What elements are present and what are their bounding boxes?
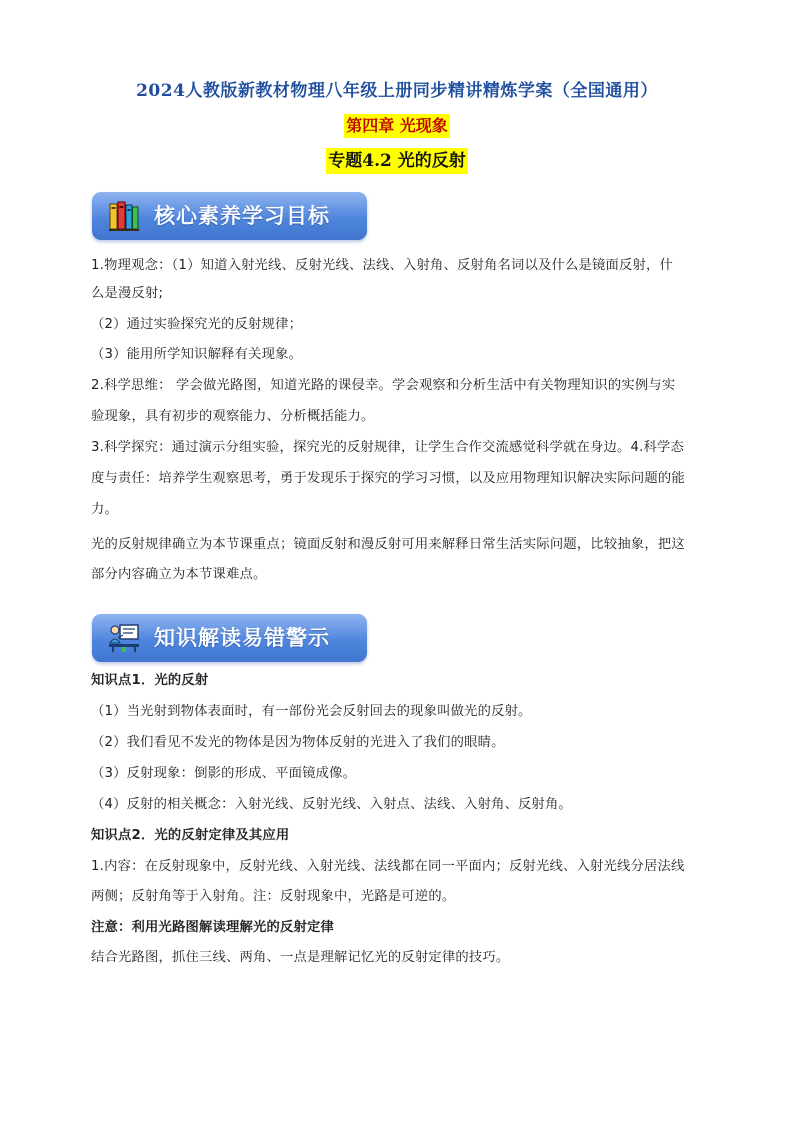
knowledge-line: （2）我们看见不发光的物体是因为物体反射的光进入了我们的眼睛。 xyxy=(91,735,505,750)
books-icon xyxy=(109,201,139,231)
knowledge-line: （3）反射现象：倒影的形成、平面镜成像。 xyxy=(91,766,357,781)
goal-line: 光的反射规律确立为本节课重点；镜面反射和漫反射可用来解释日常生活实际问题，比较抽象，把这 xyxy=(91,537,685,552)
goal-line: 么是漫反射; xyxy=(91,286,164,301)
section-title: 核心素养学习目标 xyxy=(154,204,330,228)
note-heading: 注意：利用光路图解读理解光的反射定律 xyxy=(91,920,334,935)
goal-line: 部分内容确立为本节课难点。 xyxy=(91,567,267,582)
chapter-heading: 第四章 光现象 xyxy=(344,114,450,138)
section-banner-knowledge xyxy=(92,614,367,662)
knowledge-heading: 知识点2．光的反射定律及其应用 xyxy=(91,828,290,843)
goal-line: 度与责任：培养学生观察思考，勇于发现乐于探究的学习习惯，以及应用物理知识解决实际问题的能 xyxy=(91,471,685,486)
knowledge-line: （1）当光射到物体表面时，有一部份光会反射回去的现象叫做光的反射。 xyxy=(91,704,532,719)
goal-line: 验现象，具有初步的观察能力、分析概括能力。 xyxy=(91,409,375,424)
section-banner-learning-goals xyxy=(92,192,367,240)
knowledge-line: 1.内容：在反射现象中，反射光线、入射光线、法线都在同一平面内；反射光线、入射光线分居法线 xyxy=(91,859,685,874)
knowledge-line: 两侧；反射角等于入射角。注：反射现象中，光路是可逆的。 xyxy=(91,889,456,904)
goal-line: 3.科学探究：通过演示分组实验，探究光的反射规律，让学生合作交流感觉科学就在身边。4.科学态 xyxy=(91,440,685,455)
knowledge-heading: 知识点1．光的反射 xyxy=(91,673,209,688)
goal-line: （2）通过实验探究光的反射规律； xyxy=(91,317,303,332)
topic-heading: 专题4.2 光的反射 xyxy=(326,148,468,174)
goal-line: 2.科学思维： 学会做光路图，知道光路的课侵幸。学会观察和分析生活中有关物理知识的实例与实 xyxy=(91,378,676,393)
goal-line: 1.物理观念：（1）知道入射光线、反射光线、法线、入射角、反射角名词以及什么是镜面反射，什 xyxy=(91,258,673,273)
teacher-board-icon xyxy=(109,623,139,653)
goal-line: （3）能用所学知识解释有关现象。 xyxy=(91,347,303,362)
knowledge-line: （4）反射的相关概念：入射光线、反射光线、入射点、法线、入射角、反射角。 xyxy=(91,797,573,812)
section-title: 知识解读易错警示 xyxy=(154,626,330,650)
document-title: 2024人教版新教材物理八年级上册同步精讲精炼学案（全国通用） xyxy=(136,81,658,101)
goal-line: 力。 xyxy=(91,502,118,517)
knowledge-line: 结合光路图，抓住三线、两角、一点是理解记忆光的反射定律的技巧。 xyxy=(91,950,510,965)
